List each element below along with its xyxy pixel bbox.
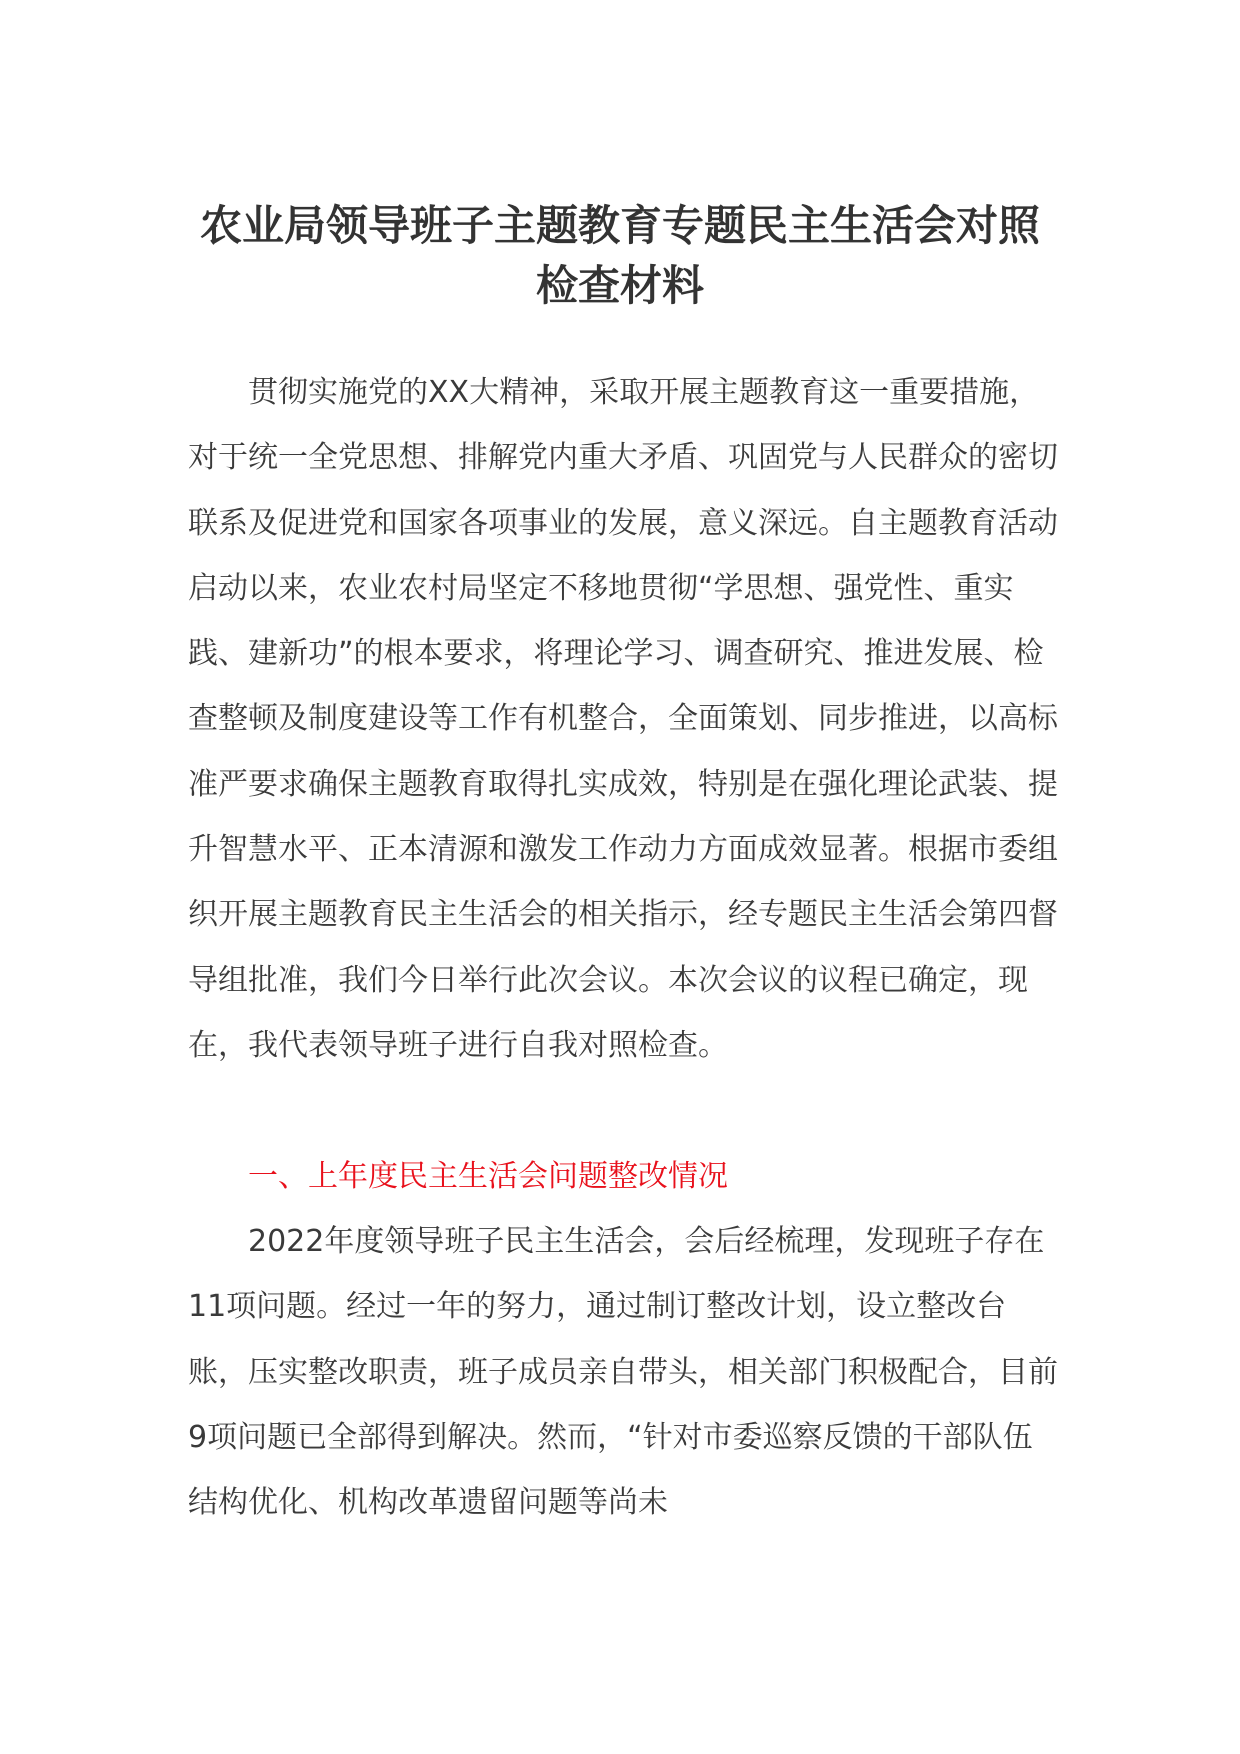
section-paragraph-1: 2022年度领导班子民主生活会，会后经梳理，发现班子存在11项问题。经过一年的努力，通过制订整改计划，设立整改台账，压实整改职责，班子成员亲自带头，相关部门积极配合，目前9项问题已全部得到解决。然而，“针对市委巡察反馈的干部队伍结构优化、机构改革遗留问题等尚未 xyxy=(188,1224,1058,1521)
document-title: 农业局领导班子主题教育专题民主生活会对照检查材料 xyxy=(199,201,1040,310)
section-heading-1: 一、上年度民主生活会问题整改情况 xyxy=(248,1159,728,1194)
intro-paragraph: 贯彻实施党的XX大精神，采取开展主题教育这一重要措施，对于统一全党思想、排解党内重大矛盾、巩固党与人民群众的密切联系及促进党和国家各项事业的发展，意义深远。自主题教育活动启动以来，农业农村局坚定不移地贯彻“学思想、强党性、重实践、建新功”的根本要求，将理论学习、调查研究、推进发展、检查整顿及制度建设等工作有机整合，全面策划、同步推进，以高标准严要求确保主题教育取得扎实成效，特别是在强化理论武装、提升智慧水平、正本清源和激发工作动力方面成效显著。根据市委组织开展主题教育民主生活会的相关指示，经专题民主生活会第四督导组批准，我们今日举行此次会议。本次会议的议程已确定，现在，我代表领导班子进行自我对照检查。 xyxy=(188,375,1058,1063)
